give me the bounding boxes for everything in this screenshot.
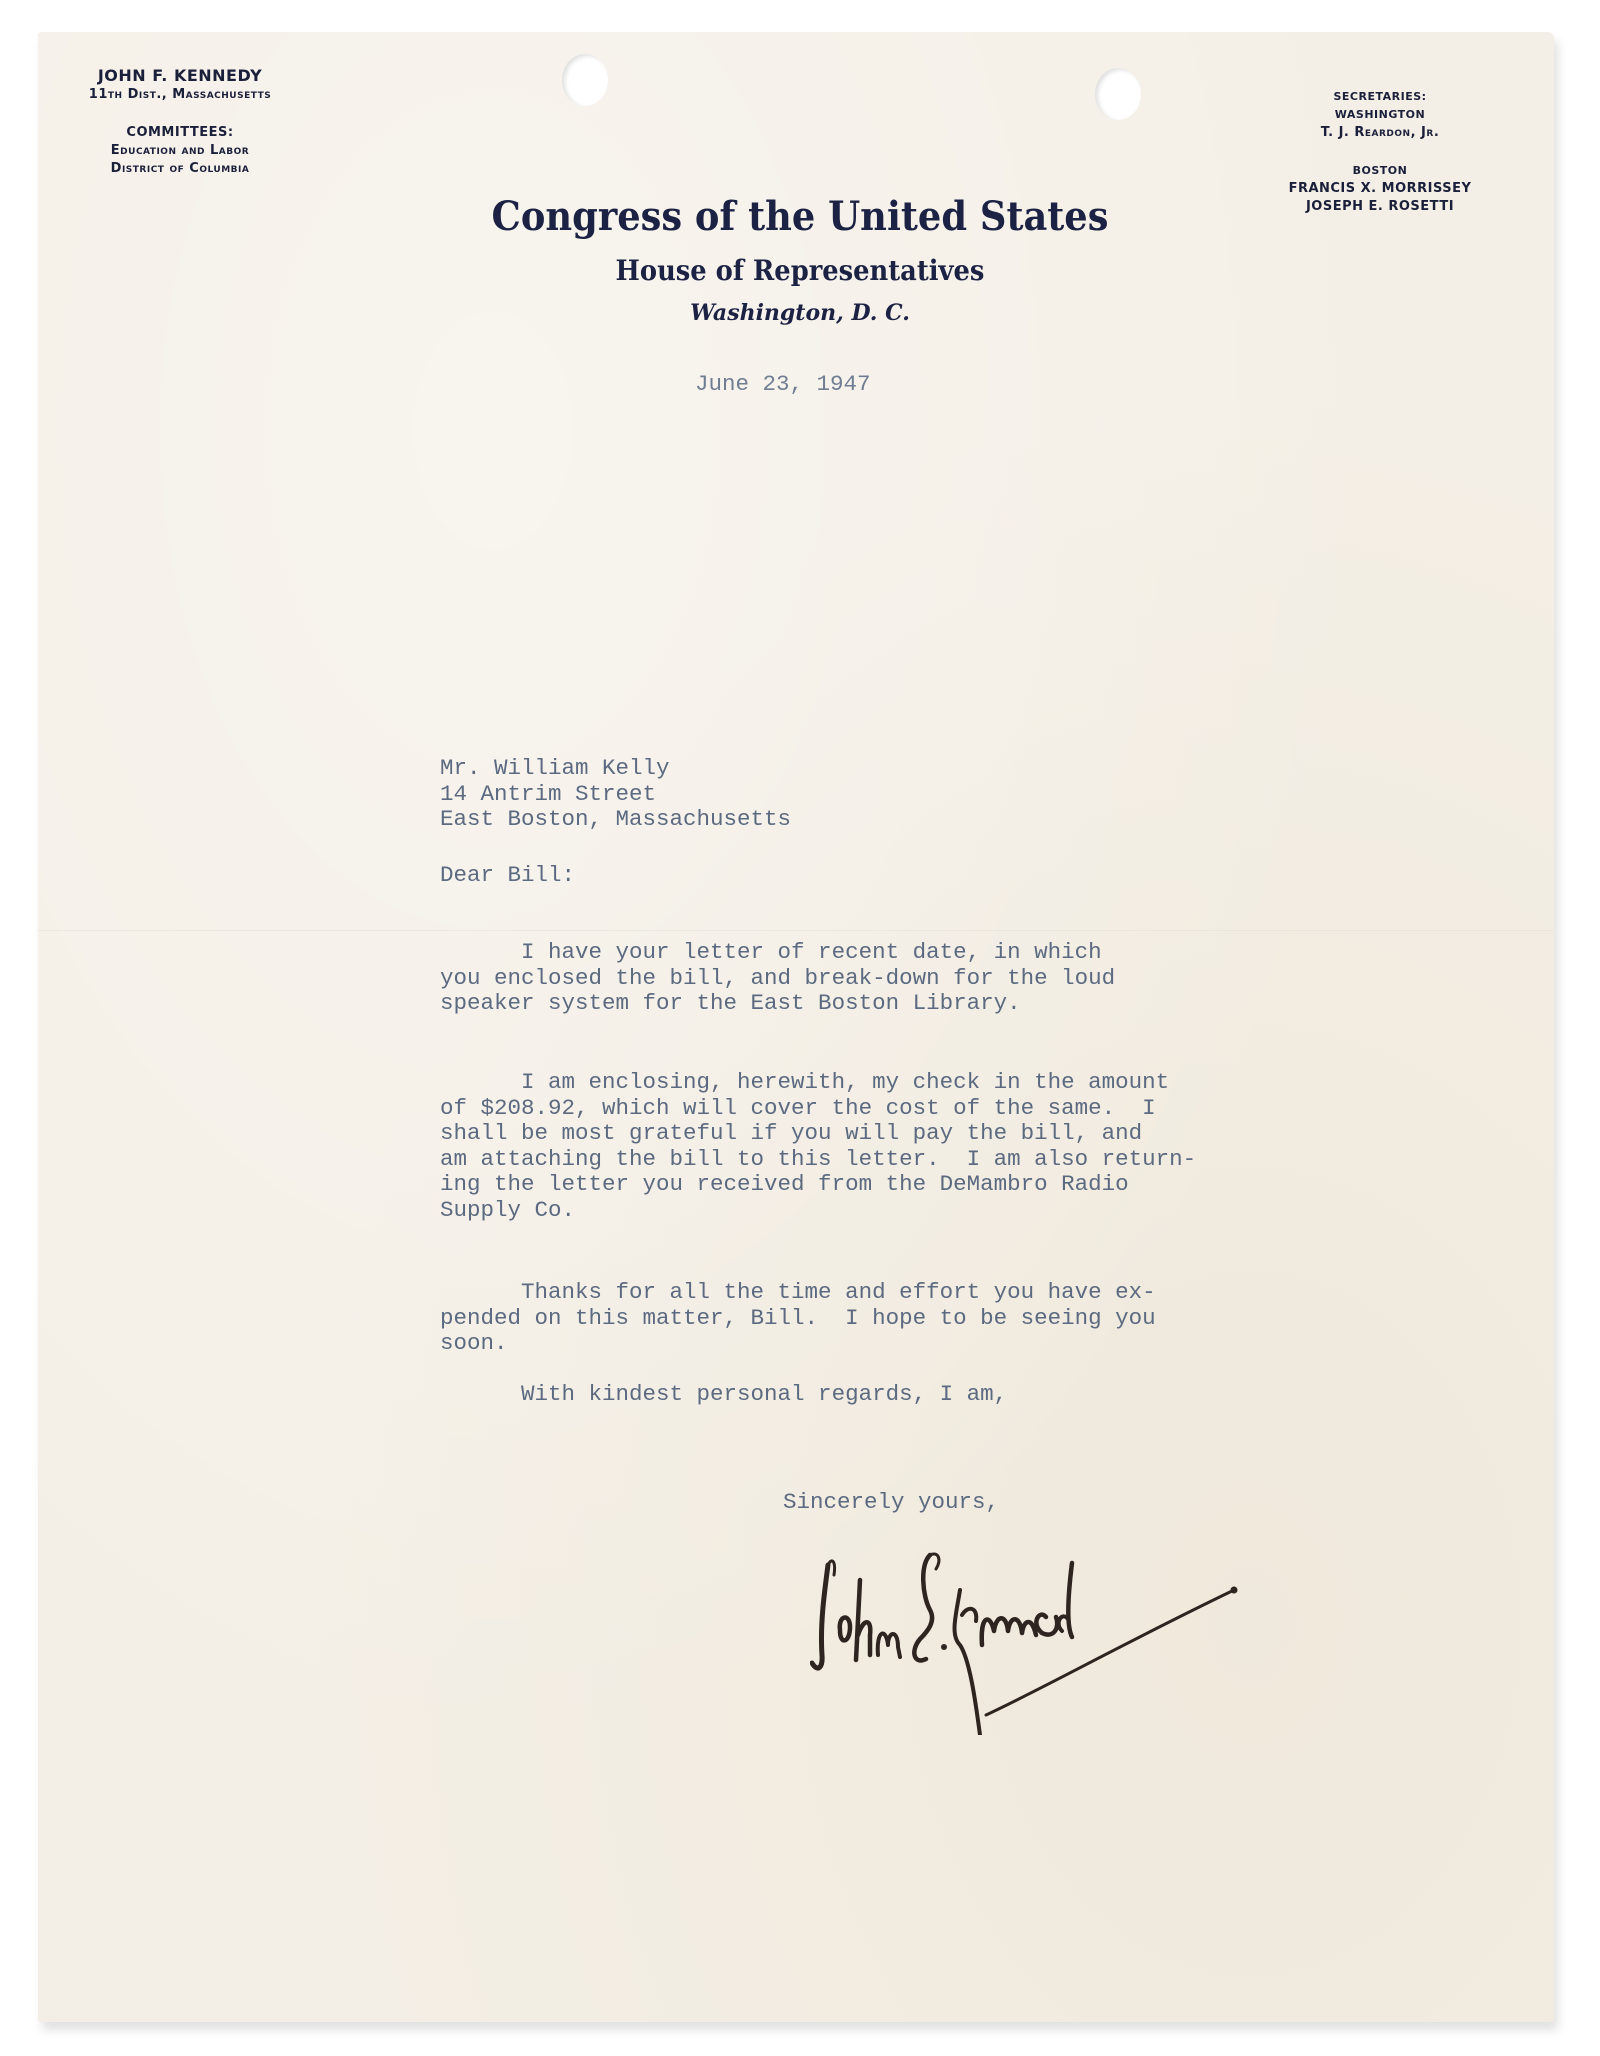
body-paragraph [440, 1280, 1156, 1357]
letter-sheet [38, 32, 1554, 2022]
recipient-address [440, 756, 791, 833]
body-paragraph [440, 1070, 1196, 1223]
signature [810, 1535, 1250, 1735]
letterhead-left [70, 66, 290, 178]
masthead-title: Congress of the United States [491, 193, 1109, 240]
body-line: shall be most grateful if you will pay the bill, and [440, 1120, 1143, 1146]
congressman-name: JOHN F. KENNEDY [97, 66, 263, 85]
body-line: I am enclosing, herewith, my check in the amount [440, 1069, 1170, 1095]
body-line: you enclosed the bill, and break-down for the loud [440, 964, 1116, 991]
body-line: pended on this matter, Bill. I hope to be seeing you [440, 1304, 1156, 1331]
body-line: Supply Co. [440, 1196, 576, 1223]
committee-item: District of Columbia [110, 161, 250, 176]
complimentary-close: Sincerely yours, [783, 1489, 1000, 1515]
letter-date: June 23, 1947 [695, 371, 871, 397]
masthead-subtitle: House of Representatives [615, 254, 985, 287]
recipient-line: Mr. William Kelly [440, 755, 670, 781]
secretaries-label: SECRETARIES: [1333, 90, 1427, 103]
body-line: soon. [440, 1330, 508, 1356]
punch-hole-right [1095, 68, 1141, 120]
secretary-name: FRANCIS X. MORRISSEY [1288, 181, 1472, 196]
boston-label: BOSTON [1352, 164, 1408, 177]
body-line: speaker system for the East Boston Library. [440, 990, 1021, 1016]
body-line: With kindest personal regards, I am, [440, 1381, 1008, 1407]
recipient-line: East Boston, Massachusetts [440, 806, 792, 832]
body-paragraph [440, 1382, 1007, 1408]
washington-label: WASHINGTON [1334, 108, 1426, 121]
punch-hole-left [562, 54, 608, 106]
body-line: Thanks for all the time and effort you have ex- [440, 1279, 1156, 1305]
salutation: Dear Bill: [440, 862, 576, 888]
secretary-name: JOSEPH E. ROSETTI [1305, 199, 1455, 214]
committee-item: Education and Labor [110, 143, 250, 158]
secretary-name: T. J. Reardon, Jr. [1320, 125, 1440, 140]
district: 11th Dist., Massachusetts [88, 87, 272, 102]
masthead-location: Washington, D. C. [690, 300, 910, 326]
body-paragraph [440, 940, 1115, 1017]
recipient-line: 14 Antrim Street [440, 780, 657, 807]
committees-label: COMMITTEES: [126, 125, 234, 140]
masthead [400, 190, 1200, 330]
body-line: I have your letter of recent date, in which [440, 939, 1102, 965]
body-line: ing the letter you received from the DeMambro Radio [440, 1171, 1129, 1197]
body-line: am attaching the bill to this letter. I am also return- [440, 1145, 1197, 1172]
letterhead-right [1250, 88, 1510, 216]
fold-crease [38, 930, 1554, 932]
body-line: of $208.92, which will cover the cost of the same. I [440, 1094, 1156, 1121]
